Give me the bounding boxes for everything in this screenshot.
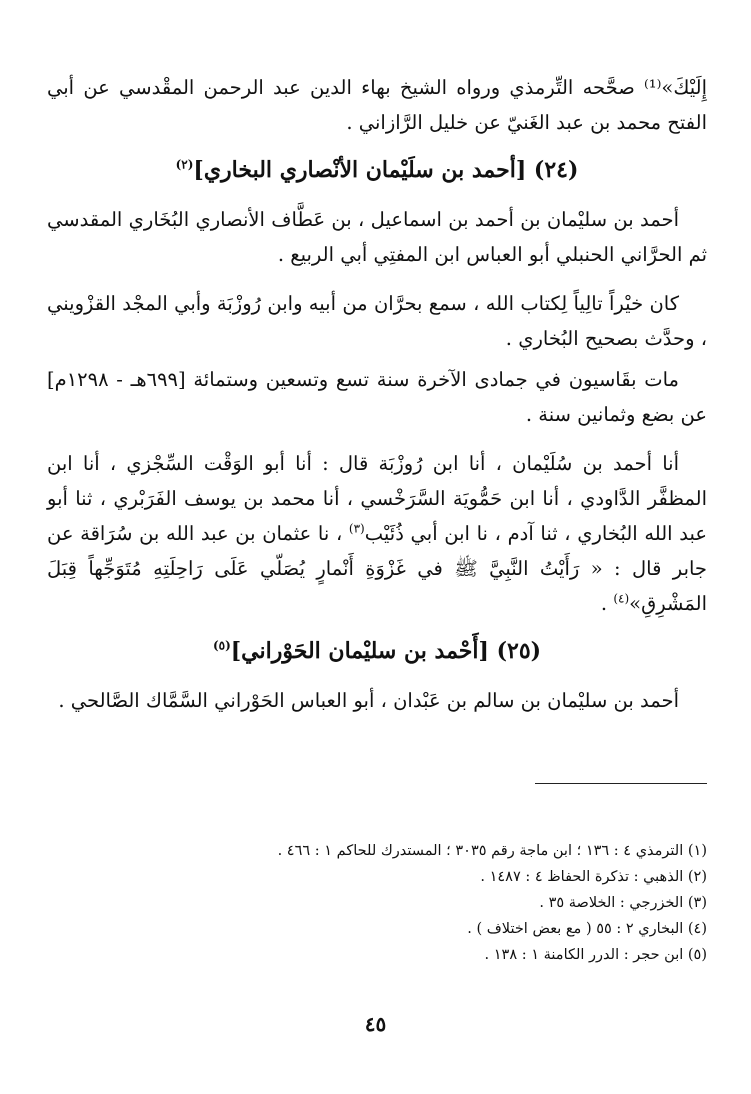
entry-24-heading [47,152,707,188]
entry-24-death: مات بقَاسيون في جمادى الآخرة سنة تسع وتسعين وستمائة [٦٩٩هـ - ١٢٩٨م] عن بضع وثمانين سنة . [47,368,707,426]
entry-25-bio: أحمد بن سليْمان بن سالم بن عَبْدان ، أبو العباس الحَوْراني السَّمَّاك الصَّالحي . [58,689,679,712]
entry-25-heading [47,633,707,669]
entry-24-bio: أحمد بن سليْمان بن أحمد بن اسماعيل ، بن عَطَّاف الأنصاري البُخَاري المقدسي ثم الحرَّاني الحنبلي أبو العباس ابن المفتِي أبي الربيع . [47,208,707,266]
hadith-footnote-ref-3: (٣) [348,521,365,536]
page-body [47,70,707,718]
entry-24-hadith [47,446,707,621]
hadith-chain: أنا أحمد بن سُلَيْمان ، أنا ابن رُوزْبَة قال : أنا أبو الوَقْت السِّجْزي ، أنا ابن المظفَّر الدَّاودي ، أنا ابن حَمُّويَة السَّرَخْسي ، أنا محمد بن يوسف الفَرَبْري ، ثنا أبو عبد الله البُخاري ، ثنا آدم ، نا ابن أبي ذُئَيْب [47,452,707,545]
entry-24-heading-text: (٢٤) [أحمد بن سلَيْمان الأنْصاري البخاري] [193,157,579,183]
hadith-text: ، نا عثمان بن عبد الله بن سُرَاقة عن جابر قال : « رَأَيْتُ النَّبِيَّ ﷺ في غَزْوَةِ أَنْمارٍ يُصَلّي عَلَى رَاحِلَتِهِ مُتَوَجِّهاً قِبَلَ المَشْرِقِ» [47,522,707,615]
footnote-5: (٥) ابن حجر : الدرر الكامنة ١ : ١٣٨ . [484,947,707,963]
footnote-divider [535,783,707,784]
footnote-3: (٣) الخزرجي : الخلاصة ٣٥ . [539,895,707,911]
entry-25-footnote-ref: (٥) [212,638,231,653]
entry-24-praise: كان خيْراً تالِياً لِكتاب الله ، سمع بحرَّان من أبيه وابن رُوزْبَة وأبي المجْد القزْويني ، وحدَّث بصحيح البُخاري . [47,292,707,350]
continuation-paragraph: إِلَيْكَ»⁽¹⁾ صحَّحه التِّرمذي ورواه الشيخ بهاء الدين عبد الرحمن المقْدسي عن أبي الفتح محمد بن عبد الغَنيّ عن خليل الرَّازاني . [47,76,707,134]
footnote-1: (١) الترمذي ٤ : ١٣٦ ؛ ابن ماجة رقم ٣٠٣٥ ؛ المستدرك للحاكم ١ : ٤٦٦ . [277,843,707,859]
entry-25-heading-text: (٢٥) [أَحْمد بن سليْمان الحَوْراني] [230,638,542,664]
hadith-end: . [600,592,608,615]
hadith-footnote-ref-4: (٤) [613,591,630,606]
entry-24-footnote-ref: (٢) [175,157,194,172]
footnotes [47,838,707,968]
footnote-4: (٤) البخاري ٢ : ٥٥ ( مع بعض اختلاف ) . [467,921,707,937]
footnote-2: (٢) الذهبي : تذكرة الحفاظ ٤ : ١٤٨٧ . [480,869,707,885]
page-number: ٤٥ [364,1012,387,1036]
